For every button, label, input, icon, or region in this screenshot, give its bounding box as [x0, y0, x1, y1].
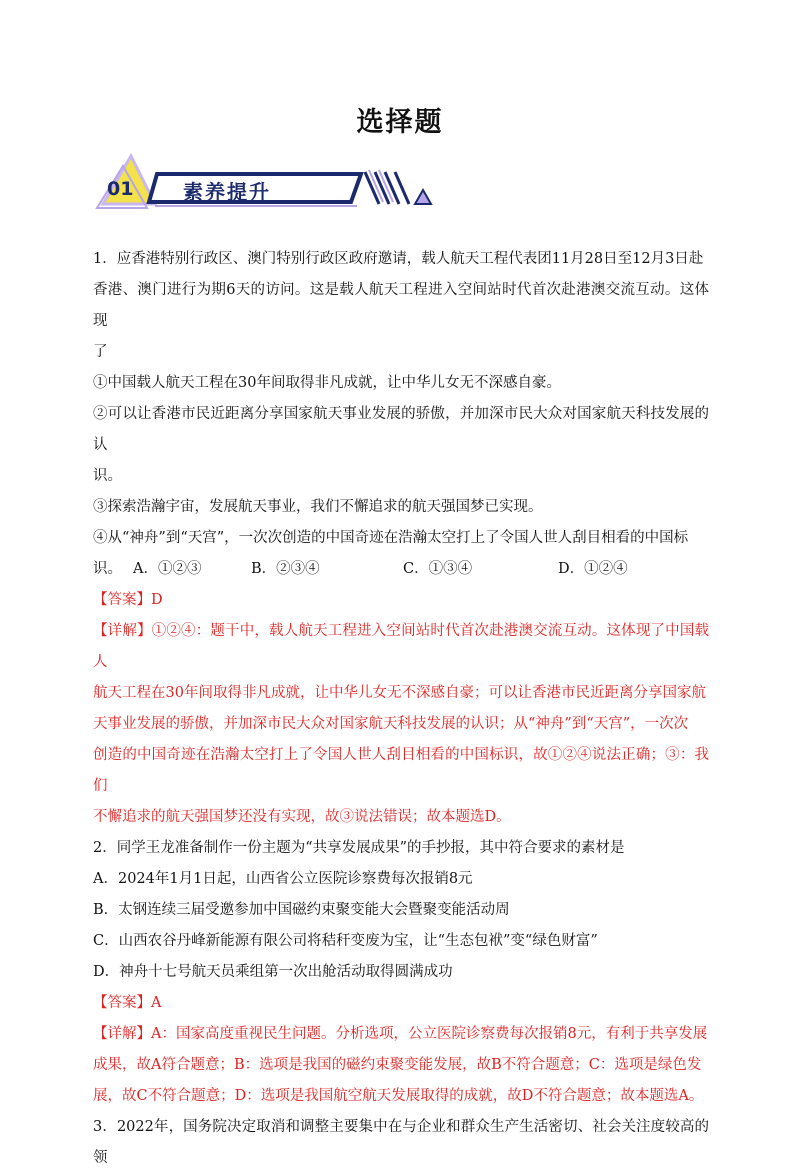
question-3 — [93, 1112, 709, 1174]
explanation-line: 【详解】A：国家高度重视民生问题。分析选项，公立医院诊察费每次报销8元，有利于共享发展 — [93, 1026, 708, 1042]
option-a: A．①②③ — [133, 561, 202, 577]
statement-line: ②可以让香港市民近距离分享国家航天事业发展的骄傲，并加深市民大众对国家航天科技发展的认 — [93, 406, 709, 453]
option-a: A．2024年1月1日起，山西省公立医院诊察费每次报销8元 — [93, 871, 473, 887]
page-title: 选择题 — [356, 107, 444, 138]
option-b: B．太钢连续三届受邀参加中国磁约束聚变能大会暨聚变能活动周 — [93, 902, 510, 918]
statement-line: 识。 — [93, 468, 122, 484]
answer-label: 【答案】A — [93, 995, 162, 1011]
option-d: D．①②④ — [558, 561, 628, 577]
option-b: B．②③④ — [251, 561, 320, 577]
question-stem-line: 3．2022年，国务院决定取消和调整主要集中在与企业和群众生产生活密切、社会关注度较高的领 — [93, 1119, 709, 1166]
explanation-line: 天事业发展的骄傲，并加深市民大众对国家航天科技发展的认识；从“神舟”到“天宫”，一次次 — [93, 716, 689, 732]
question-1 — [93, 244, 709, 833]
question-stem-line: 1．应香港特别行政区、澳门特别行政区政府邀请，载人航天工程代表团11月28日至12月3日赴 — [93, 251, 704, 267]
explanation-line: 创造的中国奇迹在浩瀚太空打上了令国人世人刮目相看的中国标识，故①②④说法正确；③：我们 — [93, 747, 709, 794]
question-list — [93, 244, 709, 1174]
explanation-line: 航天工程在30年间取得非凡成就，让中华儿女无不深感自豪；可以让香港市民近距离分享国家航 — [93, 685, 706, 701]
question-stem-line: 了 — [93, 344, 108, 360]
section-label: 素养提升 — [183, 180, 271, 204]
question-stem-line: 2．同学王龙准备制作一份主题为“共享发展成果”的手抄报，其中符合要求的素材是 — [93, 840, 625, 856]
option-d: D．神舟十七号航天员乘组第一次出舱活动取得圆满成功 — [93, 964, 453, 980]
question-stem-line: 香港、澳门进行为期6天的访问。这是载人航天工程进入空间站时代首次赴港澳交流互动。这体现 — [93, 282, 709, 329]
explanation-line: 成果，故A符合题意；B：选项是我国的磁约束聚变能发展，故B不符合题意；C：选项是绿色发 — [93, 1057, 702, 1073]
options-row — [93, 554, 709, 585]
statement-line: ①中国载人航天工程在30年间取得非凡成就，让中华儿女无不深感自豪。 — [93, 375, 561, 391]
statement-line: ④从“神舟”到“天宫”，一次次创造的中国奇迹在浩瀚太空打上了令国人世人刮目相看的中国标 — [93, 530, 689, 546]
section-number: 01 — [107, 178, 134, 200]
explanation-line: 展，故C不符合题意；D：选项是我国航空航天发展取得的成就，故D不符合题意；故本题选A。 — [93, 1088, 704, 1104]
option-c: C．山西农谷丹峰新能源有限公司将秸秆变废为宝，让“生态包袱”变“绿色财富” — [93, 933, 598, 949]
banner-small-triangle — [415, 190, 431, 204]
answer-label: 【答案】D — [93, 592, 163, 608]
statement-tail: 识。 — [93, 561, 122, 577]
explanation-line: 不懈追求的航天强国梦还没有实现，故③说法错误；故本题选D。 — [93, 809, 511, 825]
option-c: C．①③④ — [403, 561, 473, 577]
question-2 — [93, 833, 709, 1112]
statement-line: ③探索浩瀚宇宙，发展航天事业，我们不懈追求的航天强国梦已实现。 — [93, 499, 543, 515]
explanation-line: 【详解】①②④：题干中，载人航天工程进入空间站时代首次赴港澳交流互动。这体现了中国载人 — [93, 623, 709, 670]
